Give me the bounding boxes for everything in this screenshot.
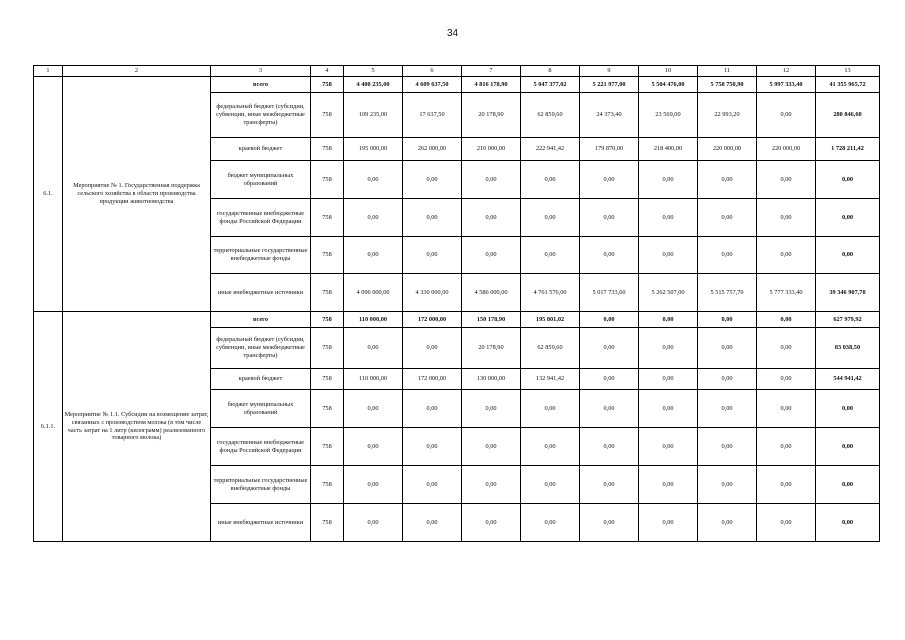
gp-code-cell: 758 xyxy=(311,93,344,138)
funding-source: государственные внебюджетные фонды Российской Федерации xyxy=(211,428,311,466)
value-cell: 0,00 xyxy=(757,390,816,428)
value-cell: 0,00 xyxy=(698,466,757,504)
value-cell: 0,00 xyxy=(521,428,580,466)
value-cell: 0,00 xyxy=(757,504,816,542)
value-cell: 0,00 xyxy=(521,161,580,199)
value-cell: 17 637,50 xyxy=(403,93,462,138)
value-cell: 4 586 000,00 xyxy=(462,274,521,312)
header-cell: 13 xyxy=(816,66,880,77)
value-cell: 0,00 xyxy=(521,466,580,504)
measure-code: 6.1.1. xyxy=(34,312,63,542)
gp-code-cell: 758 xyxy=(311,77,344,93)
value-cell: 4 330 000,00 xyxy=(403,274,462,312)
value-cell: 110 000,00 xyxy=(344,312,403,328)
value-cell: 0,00 xyxy=(462,390,521,428)
value-cell: 0,00 xyxy=(639,428,698,466)
funding-source: государственные внебюджетные фонды Российской Федерации xyxy=(211,199,311,237)
value-cell: 0,00 xyxy=(639,328,698,369)
value-cell: 0,00 xyxy=(403,237,462,274)
value-cell: 179 870,00 xyxy=(580,138,639,161)
value-cell: 0,00 xyxy=(698,504,757,542)
value-cell: 62 859,60 xyxy=(521,328,580,369)
value-cell: 0,00 xyxy=(639,237,698,274)
value-cell: 4 400 235,00 xyxy=(344,77,403,93)
value-cell: 0,00 xyxy=(639,504,698,542)
value-cell: 5 997 333,40 xyxy=(757,77,816,93)
value-cell: 0,00 xyxy=(639,390,698,428)
value-cell: 24 373,40 xyxy=(580,93,639,138)
gp-code-cell: 758 xyxy=(311,312,344,328)
total-cell: 0,00 xyxy=(816,504,880,542)
total-cell: 39 346 907,70 xyxy=(816,274,880,312)
header-cell: 10 xyxy=(639,66,698,77)
value-cell: 0,00 xyxy=(698,161,757,199)
value-cell: 5 515 757,70 xyxy=(698,274,757,312)
value-cell: 0,00 xyxy=(521,199,580,237)
value-cell: 0,00 xyxy=(757,369,816,390)
value-cell: 0,00 xyxy=(698,369,757,390)
value-cell: 5 047 377,02 xyxy=(521,77,580,93)
funding-source: федеральный бюджет (субсидии, субвенции, иные межбюджетные трансферты) xyxy=(211,328,311,369)
total-cell: 0,00 xyxy=(816,237,880,274)
header-cell: 11 xyxy=(698,66,757,77)
value-cell: 0,00 xyxy=(757,466,816,504)
value-cell: 109 235,00 xyxy=(344,93,403,138)
funding-source: территориальные государственные внебюджетные фонды xyxy=(211,466,311,504)
value-cell: 0,00 xyxy=(757,328,816,369)
gp-code-cell: 758 xyxy=(311,369,344,390)
value-cell: 0,00 xyxy=(462,237,521,274)
value-cell: 0,00 xyxy=(698,312,757,328)
value-cell: 0,00 xyxy=(521,390,580,428)
value-cell: 0,00 xyxy=(580,199,639,237)
value-cell: 0,00 xyxy=(344,328,403,369)
value-cell: 0,00 xyxy=(462,161,521,199)
value-cell: 0,00 xyxy=(344,504,403,542)
header-cell: 3 xyxy=(211,66,311,77)
funding-source: всего xyxy=(211,77,311,93)
value-cell: 0,00 xyxy=(462,466,521,504)
header-cell: 5 xyxy=(344,66,403,77)
value-cell: 220 000,00 xyxy=(757,138,816,161)
value-cell: 0,00 xyxy=(639,466,698,504)
value-cell: 4 096 000,00 xyxy=(344,274,403,312)
value-cell: 0,00 xyxy=(521,237,580,274)
value-cell: 0,00 xyxy=(403,390,462,428)
header-cell: 4 xyxy=(311,66,344,77)
value-cell: 0,00 xyxy=(698,199,757,237)
value-cell: 222 941,42 xyxy=(521,138,580,161)
funding-source: краевой бюджет xyxy=(211,138,311,161)
value-cell: 0,00 xyxy=(698,328,757,369)
gp-code-cell: 758 xyxy=(311,504,344,542)
value-cell: 0,00 xyxy=(639,199,698,237)
value-cell: 5 758 750,90 xyxy=(698,77,757,93)
value-cell: 0,00 xyxy=(344,466,403,504)
funding-source: иные внебюджетные источники xyxy=(211,504,311,542)
value-cell: 0,00 xyxy=(757,199,816,237)
value-cell: 0,00 xyxy=(403,504,462,542)
total-cell: 0,00 xyxy=(816,428,880,466)
value-cell: 172 000,00 xyxy=(403,369,462,390)
header-cell: 7 xyxy=(462,66,521,77)
header-cell: 6 xyxy=(403,66,462,77)
funding-source: краевой бюджет xyxy=(211,369,311,390)
value-cell: 0,00 xyxy=(403,328,462,369)
value-cell: 5 262 507,00 xyxy=(639,274,698,312)
value-cell: 0,00 xyxy=(757,312,816,328)
funding-source: бюджет муниципальных образований xyxy=(211,161,311,199)
value-cell: 5 017 733,60 xyxy=(580,274,639,312)
measure-code: 6.1. xyxy=(34,77,63,312)
value-cell: 0,00 xyxy=(580,161,639,199)
value-cell: 23 569,00 xyxy=(639,93,698,138)
value-cell: 195 801,02 xyxy=(521,312,580,328)
value-cell: 4 609 637,50 xyxy=(403,77,462,93)
value-cell: 130 000,00 xyxy=(462,369,521,390)
value-cell: 0,00 xyxy=(344,161,403,199)
funding-source: территориальные государственные внебюджетные фонды xyxy=(211,237,311,274)
value-cell: 0,00 xyxy=(698,390,757,428)
value-cell: 0,00 xyxy=(580,466,639,504)
value-cell: 4 816 178,90 xyxy=(462,77,521,93)
value-cell: 0,00 xyxy=(757,237,816,274)
value-cell: 0,00 xyxy=(403,161,462,199)
value-cell: 62 859,60 xyxy=(521,93,580,138)
value-cell: 0,00 xyxy=(757,93,816,138)
value-cell: 0,00 xyxy=(757,161,816,199)
value-cell: 172 000,00 xyxy=(403,312,462,328)
measure-name: Мероприятие № 1. Государственная поддержка сельского хозяйства в области производства продукции животноводства xyxy=(63,77,211,312)
value-cell: 20 178,90 xyxy=(462,93,521,138)
gp-code-cell: 758 xyxy=(311,328,344,369)
total-cell: 0,00 xyxy=(816,161,880,199)
value-cell: 0,00 xyxy=(462,504,521,542)
value-cell: 0,00 xyxy=(698,428,757,466)
gp-code-cell: 758 xyxy=(311,161,344,199)
value-cell: 0,00 xyxy=(580,312,639,328)
value-cell: 0,00 xyxy=(344,237,403,274)
total-cell: 1 728 211,42 xyxy=(816,138,880,161)
total-cell: 83 038,50 xyxy=(816,328,880,369)
value-cell: 210 000,00 xyxy=(462,138,521,161)
value-cell: 262 000,00 xyxy=(403,138,462,161)
value-cell: 0,00 xyxy=(639,369,698,390)
value-cell: 0,00 xyxy=(403,199,462,237)
value-cell: 5 221 977,00 xyxy=(580,77,639,93)
gp-code-cell: 758 xyxy=(311,466,344,504)
total-cell: 627 979,92 xyxy=(816,312,880,328)
value-cell: 0,00 xyxy=(580,237,639,274)
table-row xyxy=(34,312,880,328)
value-cell: 5 777 333,40 xyxy=(757,274,816,312)
value-cell: 0,00 xyxy=(403,428,462,466)
gp-code-cell: 758 xyxy=(311,199,344,237)
header-cell: 8 xyxy=(521,66,580,77)
gp-code-cell: 758 xyxy=(311,237,344,274)
gp-code-cell: 758 xyxy=(311,390,344,428)
total-cell: 280 846,60 xyxy=(816,93,880,138)
value-cell: 0,00 xyxy=(580,504,639,542)
value-cell: 0,00 xyxy=(757,428,816,466)
value-cell: 0,00 xyxy=(698,237,757,274)
value-cell: 0,00 xyxy=(462,199,521,237)
value-cell: 110 000,00 xyxy=(344,369,403,390)
header-cell: 9 xyxy=(580,66,639,77)
header-cell: 2 xyxy=(63,66,211,77)
measure-name: Мероприятие № 1.1. Субсидии на возмещение затрат, связанных с производством молока (в том числе часть затрат на 1 литр (килограмм) реализованного товарного молока) xyxy=(63,312,211,542)
value-cell: 5 504 476,00 xyxy=(639,77,698,93)
total-cell: 0,00 xyxy=(816,390,880,428)
funding-source: иные внебюджетные источники xyxy=(211,274,311,312)
funding-source: федеральный бюджет (субсидии, субвенции, иные межбюджетные трансферты) xyxy=(211,93,311,138)
value-cell: 4 761 576,00 xyxy=(521,274,580,312)
value-cell: 20 178,90 xyxy=(462,328,521,369)
table-row xyxy=(34,77,880,93)
total-cell: 0,00 xyxy=(816,199,880,237)
value-cell: 0,00 xyxy=(580,369,639,390)
value-cell: 220 000,00 xyxy=(698,138,757,161)
gp-code-cell: 758 xyxy=(311,274,344,312)
value-cell: 0,00 xyxy=(344,428,403,466)
gp-code-cell: 758 xyxy=(311,428,344,466)
value-cell: 0,00 xyxy=(580,390,639,428)
funding-source: всего xyxy=(211,312,311,328)
header-cell: 1 xyxy=(34,66,63,77)
budget-table xyxy=(33,65,880,542)
header-cell: 12 xyxy=(757,66,816,77)
total-cell: 0,00 xyxy=(816,466,880,504)
value-cell: 132 941,42 xyxy=(521,369,580,390)
gp-code-cell: 758 xyxy=(311,138,344,161)
value-cell: 0,00 xyxy=(580,328,639,369)
total-cell: 41 355 965,72 xyxy=(816,77,880,93)
total-cell: 544 941,42 xyxy=(816,369,880,390)
value-cell: 0,00 xyxy=(344,390,403,428)
value-cell: 22 993,20 xyxy=(698,93,757,138)
page-number: 34 xyxy=(446,28,459,39)
value-cell: 0,00 xyxy=(344,199,403,237)
value-cell: 0,00 xyxy=(639,161,698,199)
value-cell: 0,00 xyxy=(639,312,698,328)
value-cell: 0,00 xyxy=(403,466,462,504)
value-cell: 0,00 xyxy=(462,428,521,466)
header-row xyxy=(34,66,880,77)
value-cell: 150 178,90 xyxy=(462,312,521,328)
value-cell: 0,00 xyxy=(580,428,639,466)
value-cell: 195 000,00 xyxy=(344,138,403,161)
value-cell: 0,00 xyxy=(521,504,580,542)
funding-source: бюджет муниципальных образований xyxy=(211,390,311,428)
value-cell: 218 400,00 xyxy=(639,138,698,161)
